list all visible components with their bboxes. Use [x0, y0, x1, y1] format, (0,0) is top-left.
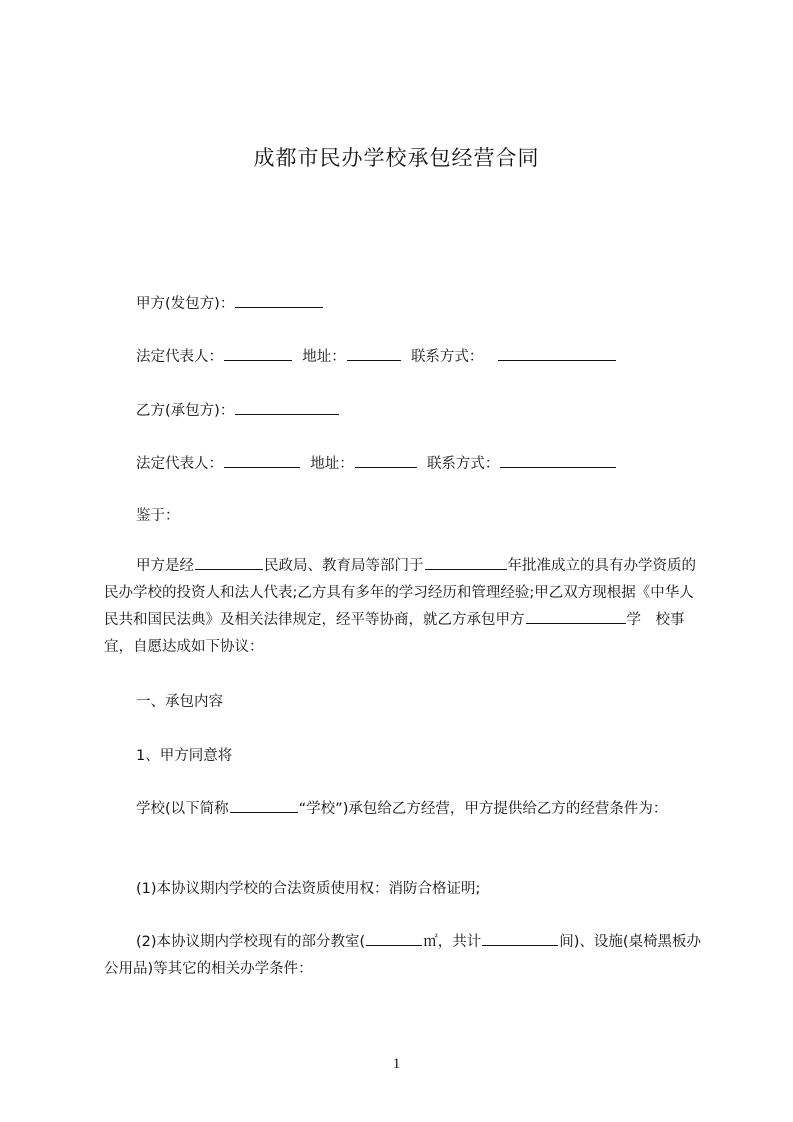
page-number: 1: [392, 1056, 401, 1072]
party-b-label: 乙方(承包方)：: [136, 403, 235, 419]
party-a-contact-label: 联系方式：: [410, 349, 484, 365]
party-a-label: 甲方(发包方)：: [136, 296, 235, 312]
cond2-seg2: ㎡，共计: [423, 934, 482, 950]
party-a-rep-label: 法定代表人：: [136, 349, 223, 365]
intro-seg2: 民政局、教育局等部门于: [264, 558, 424, 574]
item1-blank: [230, 798, 298, 813]
party-a-addr-blank: [347, 346, 401, 361]
section1-heading: 一、承包内容: [136, 694, 223, 710]
intro-seg3: 年批准成立的具有办学资质的民办学校的投资人和法人代表;乙方具有多年的学习经历和管理经验;甲乙双方现根据《中华人民共和国民法典》及相关法律规定，经平等协商，就乙方承包甲方: [104, 558, 696, 628]
party-a-line: [136, 293, 324, 314]
party-a-rep-line: [136, 346, 617, 367]
condition-1: (1)本协议期内学校的合法资质使用权：消防合格证明;: [136, 881, 481, 897]
party-b-contact-label: 联系方式：: [426, 456, 500, 472]
party-b-addr-blank: [355, 453, 417, 468]
item1-seg1: 学校(以下简称: [136, 801, 229, 817]
intro-paragraph: [104, 553, 704, 661]
condition-2: [104, 929, 704, 983]
intro-blank-3: [526, 609, 626, 624]
item1-continuation: [104, 796, 704, 823]
cond2-seg3: 间)、设施(桌椅黑板办公用品)等其它的相关办学条件：: [104, 934, 702, 977]
party-a-addr-label: 地址：: [302, 349, 346, 365]
party-b-rep-label: 法定代表人：: [136, 456, 223, 472]
cond2-blank-1: [366, 931, 422, 946]
intro-blank-2: [425, 555, 507, 570]
party-b-rep-line: [136, 453, 617, 474]
intro-seg1: 甲方是经: [136, 558, 194, 574]
party-a-rep-blank: [224, 346, 292, 361]
section1-item1: 1、甲方同意将: [136, 748, 233, 764]
party-a-blank: [235, 293, 323, 308]
cond2-blank-2: [482, 931, 558, 946]
party-a-contact-blank: [498, 346, 616, 361]
party-b-addr-label: 地址：: [310, 456, 354, 472]
cond2-seg1: (2)本协议期内学校现有的部分教室(: [136, 934, 366, 950]
intro-blank-1: [195, 555, 263, 570]
intro-seg4: 学 校事宜，自愿达成如下协议：: [104, 612, 685, 655]
party-b-blank: [235, 400, 339, 415]
whereas-label: 鉴于：: [136, 508, 180, 524]
party-b-line: [136, 400, 340, 421]
party-b-contact-blank: [500, 453, 616, 468]
item1-seg2: “学校”)承包给乙方经营，甲方提供给乙方的经营条件为：: [298, 801, 668, 817]
document-title: 成都市民办学校承包经营合同: [253, 146, 540, 170]
party-b-rep-blank: [224, 453, 300, 468]
